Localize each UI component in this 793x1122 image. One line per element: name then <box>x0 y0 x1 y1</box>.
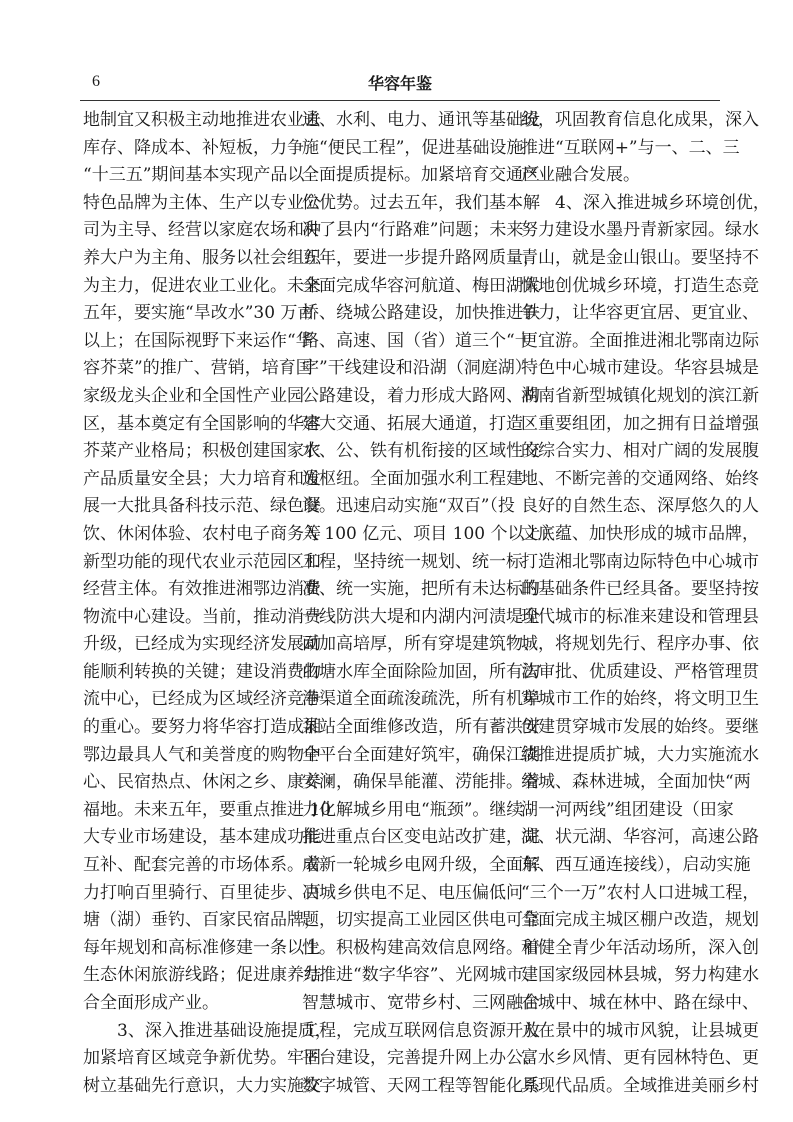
text-line: 入 100 亿元、项目 100 个以上） <box>302 523 559 544</box>
text-line: 通枢纽。全面加强水利工程建 <box>302 468 523 489</box>
text-line: 全面完成华容河航道、梅田湖大 <box>302 275 540 296</box>
text-line: 家级龙头企业和全国性产业园 <box>83 385 304 406</box>
text-line: 全面完成主城区棚户改造，规划 <box>521 910 759 931</box>
text-line: 特色品牌为主体、生产以专业公 <box>83 192 321 213</box>
text-line: 安澜，确保旱能灌、涝能排。着 <box>302 772 540 793</box>
text-line: 经营主体。有效推进湘鄂边消费 <box>83 579 321 600</box>
text-line: 统，巩固教育信息化成果，深入 <box>521 110 759 130</box>
text-line: 生态休闲旅游线路；促进康养结 <box>83 965 321 986</box>
text-line: “三个一万”农村人口进城工程， <box>521 882 760 903</box>
text-line: 施“便民工程”，促进基础设施 <box>302 137 524 158</box>
text-line: 互补、配套完善的市场体系。着 <box>83 855 321 876</box>
text-line: 产品质量安全县；大力培育和发 <box>83 468 321 489</box>
text-line: 题，切实提高工业园区供电可靠 <box>302 910 540 931</box>
text-line: 平台建设，完善提升网上办公、 <box>302 1048 540 1069</box>
text-line: 湖、状元湖、华容河，高速公路 <box>521 827 759 848</box>
text-line: 流中心，已经成为区域经济竞争 <box>83 689 321 710</box>
text-line: 司为主导、经营以家庭农场和种 <box>83 220 321 241</box>
text-line: 建国家级园林县城，努力构建水 <box>521 965 759 986</box>
text-line: 升级，已经成为实现经济发展动 <box>83 634 321 655</box>
text-line: 工程，坚持统一规划、统一标 <box>302 551 523 572</box>
text-line: 文底蕴、加快形成的城市品牌， <box>521 523 759 544</box>
text-line: 争力，让华容更宜居、更宜业、 <box>521 303 759 324</box>
text-line: 3、深入推进基础设施提质， <box>83 1020 332 1041</box>
text-line: “十三五”期间基本实现产品以 <box>83 165 305 186</box>
text-line: 创建贯穿城市发展的始终。要继 <box>521 717 759 738</box>
text-line: 区重要组团，加之拥有日益增强 <box>521 413 759 434</box>
text-line: 懈地创优城乡环境，打造生态竞 <box>521 275 759 296</box>
text-line: 人在景中的城市风貌，让县城更 <box>521 1020 759 1041</box>
text-line: 穿城市工作的始终，将文明卫生 <box>521 689 759 710</box>
text-line: 绕城、森林进城，全面加快“两 <box>521 772 751 793</box>
text-line: 山塘水库全面除险加固，所有沟 <box>302 661 540 682</box>
text-line: 在城中、城在林中、路在绿中、 <box>521 993 759 1013</box>
text-line: 具现代品质。全域推进美丽乡村 <box>521 1075 759 1096</box>
text-line: 以上；在国际视野下来运作“华 <box>83 330 313 351</box>
text-line: 福地。未来五年，要重点推进 10 <box>83 799 332 820</box>
text-line: 智慧城市、宽带乡村、三网融合 <box>302 993 540 1013</box>
text-line: 城，将规划先行、程序办事、依 <box>521 634 759 655</box>
header-rule <box>80 100 720 101</box>
text-line: 通、水利、电力、通讯等基础设 <box>302 110 540 130</box>
text-line: 湖一河两线”组团建设（田家 <box>521 799 734 820</box>
text-column-3 <box>521 107 770 1100</box>
text-line: 地制宜又积极主动地推进农业去 <box>83 110 321 130</box>
text-line: 大专业市场建设，基本建成功能 <box>83 827 321 848</box>
text-line: 塘（湖）垂钓、百家民宿品牌， <box>83 910 321 931</box>
text-line: 五年，要进一步提升路网质量， <box>302 247 540 268</box>
text-line: 能顺利转换的关键；建设消费物 <box>83 661 321 682</box>
text-line: 面加高培厚，所有穿堤建筑物、 <box>302 634 540 655</box>
text-line: 力推进“数字华容”、光网城市、 <box>302 965 541 986</box>
text-line: 树立基础先行意识，大力实施交 <box>83 1075 321 1096</box>
text-line: 工程，完成互联网信息资源开放 <box>302 1020 540 1041</box>
text-line: 成新一轮城乡电网升级，全面解 <box>302 855 540 876</box>
text-line: 准、统一实施，把所有未达标的 <box>302 579 540 600</box>
text-line: 设。迅速启动实施“双百”（投 <box>302 496 515 517</box>
text-line: 续推进提质扩城，大力实施流水 <box>521 744 759 765</box>
text-line: 加紧培育区域竞争新优势。牢固 <box>83 1048 321 1069</box>
text-column-1 <box>83 107 332 1100</box>
text-line: 养大户为主角、服务以社会组织 <box>83 247 321 268</box>
text-line: 字”干线建设和沿湖（洞庭湖） <box>302 358 532 379</box>
text-line: 决了县内“行路难”问题；未来 <box>302 220 524 241</box>
text-line: 良好的自然生态、深厚悠久的人 <box>521 496 759 517</box>
text-line: 桥、绕城公路建设，加快推进铁 <box>302 303 540 324</box>
text-line: 数字城管、天网工程等智能化系 <box>302 1075 540 1096</box>
text-line: 的综合实力、相对广阔的发展腹 <box>521 441 759 462</box>
text-line: 每年规划和高标准修建一条以上 <box>83 937 321 958</box>
text-line: 建大交通、拓展大通道，打造 <box>302 413 523 434</box>
text-line: 一线防洪大堤和内湖内河渍堤全 <box>302 606 540 627</box>
text-line: 法审批、优质建设、严格管理贯 <box>521 661 759 682</box>
text-line: 东、西互通连接线），启动实施 <box>521 855 751 876</box>
text-line: 现代城市的标准来建设和管理县 <box>521 606 759 627</box>
text-line: 力打响百里骑行、百里徒步、百 <box>83 882 321 903</box>
text-line: 全平台全面建好筑牢，确保江湖 <box>302 744 540 765</box>
text-line: 性。积极构建高效信息网络。着 <box>302 937 540 958</box>
text-line: 物流中心建设。当前，推动消费 <box>83 606 321 627</box>
text-line: 水、公、铁有机衔接的区域性交 <box>302 441 540 462</box>
text-line: 为主力，促进农业工业化。未来 <box>83 275 321 296</box>
text-line: 区，基本奠定有全国影响的华容 <box>83 413 321 434</box>
text-line: 容芥菜”的推广、营销，培育国 <box>83 358 313 379</box>
text-line: 打造湘北鄂南边际特色中心城市 <box>521 551 759 572</box>
text-line: 青山，就是金山银山。要坚持不 <box>521 247 759 268</box>
text-line: 公路建设，着力形成大路网、构 <box>302 385 540 406</box>
text-line: 推进“互联网+”与一、二、三 <box>521 137 740 158</box>
text-line: 路、高速、国（省）道三个“十 <box>302 330 532 351</box>
text-line: 展一大批具备科技示范、绿色餐 <box>83 496 321 517</box>
text-line: 力化解城乡用电“瓶颈”。继续 <box>302 799 524 820</box>
text-line: 心、民宿热点、休闲之乡、康养 <box>83 772 321 793</box>
text-line: 推进重点台区变电站改扩建，完 <box>302 827 540 848</box>
text-line: 芥菜产业格局；积极创建国家农 <box>83 441 321 462</box>
text-line: 地、不断完善的交通网络、始终 <box>521 468 759 489</box>
text-line: 的重心。要努力将华容打造成湘 <box>83 717 321 738</box>
text-line: 全面提质提标。加紧培育交通区 <box>302 165 540 186</box>
text-line: 泵站全面维修改造，所有蓄洪安 <box>302 717 540 738</box>
text-line: 新型功能的现代农业示范园区和 <box>83 551 321 572</box>
text-line: 港渠道全面疏浚疏洗，所有机埠 <box>302 689 540 710</box>
text-line: 产业融合发展。 <box>521 165 640 186</box>
page-header <box>80 70 720 94</box>
text-line: 位优势。过去五年，我们基本解 <box>302 192 540 213</box>
text-line: 饮、休闲体验、农村电子商务等 <box>83 523 321 544</box>
text-line: 特色中心城市建设。华容县城是 <box>521 358 759 379</box>
text-line: 决城乡供电不足、电压偏低问 <box>302 882 523 903</box>
text-line: 库存、降成本、补短板，力争 <box>83 137 304 158</box>
text-line: 五年，要实施“旱改水”30 万亩 <box>83 303 315 324</box>
page-number: 6 <box>92 73 100 90</box>
text-line: 湖南省新型城镇化规划的滨江新 <box>521 385 759 406</box>
text-line: 4、深入推进城乡环境创优， <box>521 192 770 213</box>
text-line: 更宜游。全面推进湘北鄂南边际 <box>521 330 759 351</box>
text-line: 鄂边最具人气和美誉度的购物中 <box>83 744 321 765</box>
text-line: 合全面形成产业。 <box>83 993 219 1013</box>
text-line: 富水乡风情、更有园林特色、更 <box>521 1048 759 1069</box>
running-title: 华容年鉴 <box>367 74 432 93</box>
text-line: 的基础条件已经具备。要坚持按 <box>521 579 759 600</box>
text-line: 努力建设水墨丹青新家园。绿水 <box>521 220 759 241</box>
text-column-2 <box>302 107 559 1100</box>
text-line: 和健全青少年活动场所，深入创 <box>521 937 759 958</box>
